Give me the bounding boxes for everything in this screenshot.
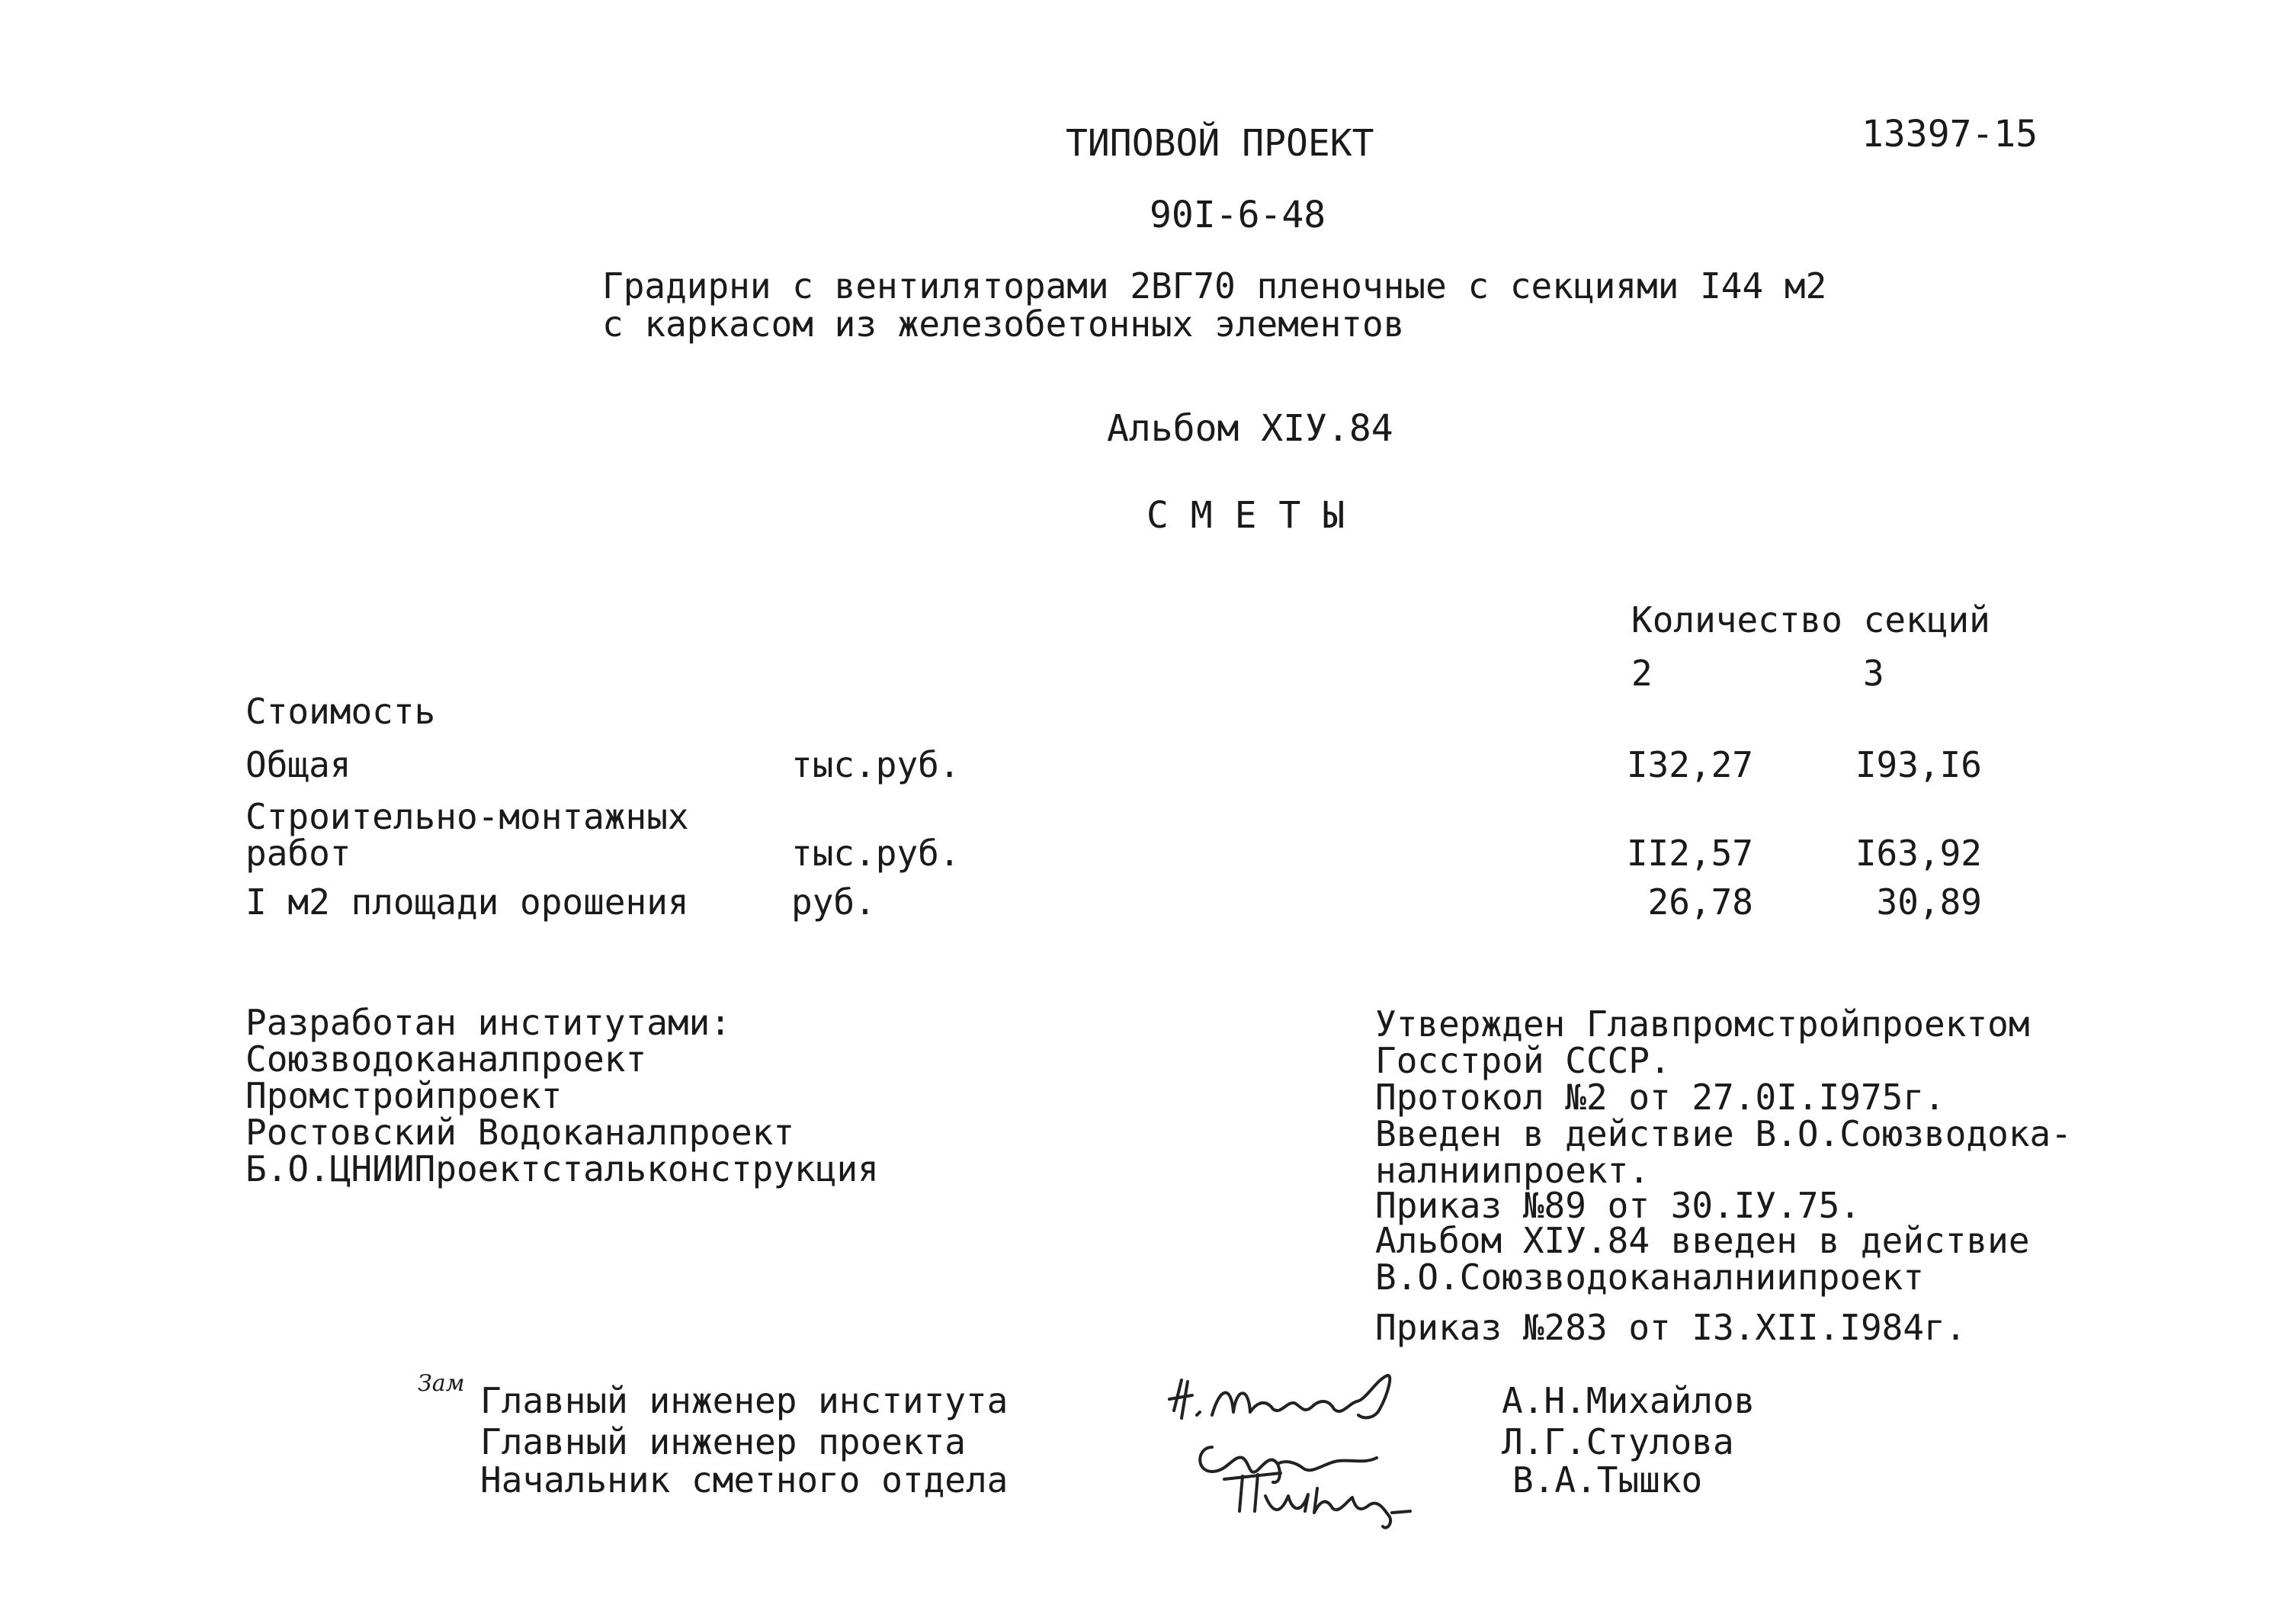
signatory-name: Л.Г.Стулова (1502, 1421, 1734, 1462)
value-2-sections: 26,78 (1647, 881, 1753, 923)
approval-line: Утвержден Главпромстройпроектом (1375, 1003, 2030, 1045)
deputy-note: Зам (418, 1370, 465, 1397)
approval-line: Альбом XIУ.84 введен в действие (1375, 1220, 2030, 1261)
value-3-sections: I63,92 (1855, 833, 1982, 874)
project-number: 90I-6-48 (1150, 194, 1326, 236)
row-label-line1: Строительно-монтажных (245, 796, 689, 837)
approval-line: В.О.Союзводоканалниипроект (1375, 1257, 1925, 1298)
signatory-position: Начальник сметного отдела (480, 1459, 1009, 1501)
row-label-line2: работ (245, 833, 351, 874)
album-title: Альбом XIУ.84 (1107, 407, 1393, 450)
project-description-line1: Градирни с вентиляторами 2ВГ70 пленочные с секциями I44 м2 (602, 265, 1827, 307)
signatory-position: Главный инженер проекта (480, 1421, 966, 1462)
developer-item: Союзводоканалпроект (245, 1038, 647, 1080)
approval-line: налниипроект. (1375, 1150, 1650, 1191)
approval-line: Введен в действие В.О.Союзводока- (1375, 1113, 2072, 1154)
row-unit: тыс.руб. (791, 833, 960, 874)
row-label: Общая (245, 744, 351, 785)
developer-item: Ростовский Водоканалпроект (245, 1112, 795, 1153)
row-unit: тыс.руб. (791, 744, 960, 785)
signatory-name: В.А.Тышко (1512, 1459, 1703, 1501)
value-2-sections: II2,57 (1626, 833, 1753, 874)
sections-count-header: Количество секций (1631, 599, 1990, 640)
approval-line: Протокол №2 от 27.0I.I975г. (1375, 1077, 1945, 1118)
column-header-3-sections: 3 (1863, 653, 1884, 694)
value-3-sections: I93,I6 (1855, 744, 1982, 785)
row-unit: руб. (791, 881, 876, 923)
approval-order: Приказ №283 от I3.XII.I984г. (1375, 1307, 1967, 1348)
project-description-line2: с каркасом из железобетонных элементов (602, 303, 1405, 345)
approval-line: Госстрой СССР. (1375, 1040, 1671, 1081)
signatory-name: А.Н.Михайлов (1502, 1380, 1756, 1421)
row-label: I м2 площади орошения (245, 881, 689, 923)
signature-tyshko (1220, 1465, 1418, 1534)
signatory-position: Главный инженер института (480, 1380, 1009, 1421)
column-header-2-sections: 2 (1631, 653, 1653, 694)
developers-heading: Разработан институтами: (245, 1002, 731, 1043)
value-2-sections: I32,27 (1626, 744, 1753, 785)
value-3-sections: 30,89 (1876, 881, 1982, 923)
developer-item: Б.О.ЦНИИПроектстальконструкция (245, 1148, 879, 1189)
document-type-title: ТИПОВОЙ ПРОЕКТ (1066, 122, 1374, 165)
archive-number: 13397-15 (1861, 113, 2038, 156)
signature-mikhailov (1159, 1365, 1410, 1433)
section-title: С М Е Т Ы (1146, 494, 1345, 537)
developer-item: Промстройпроект (245, 1075, 563, 1116)
cost-group-label: Стоимость (245, 691, 436, 732)
approval-line: Приказ №89 от 30.IУ.75. (1375, 1185, 1861, 1226)
